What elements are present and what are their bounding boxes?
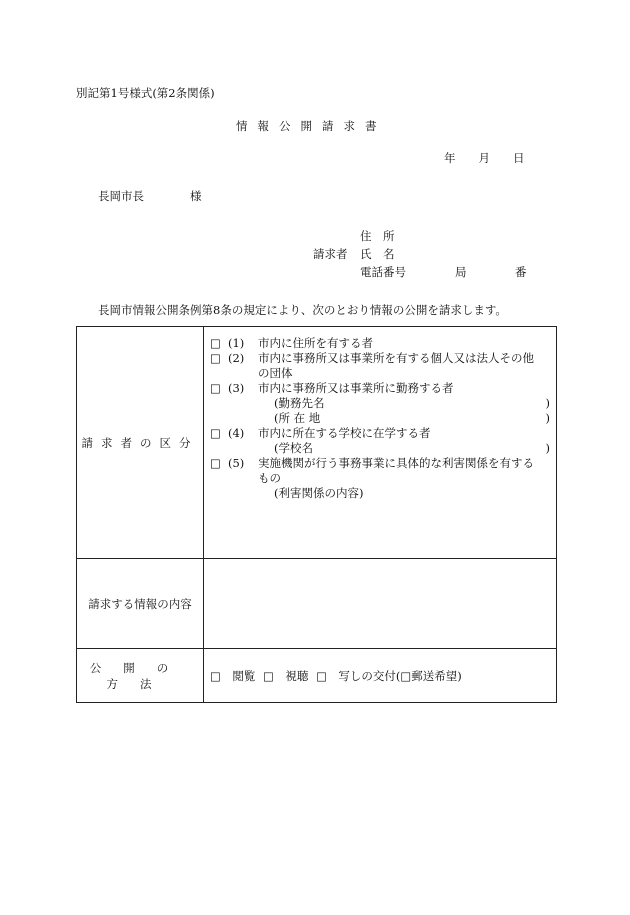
date-line: 年 月 日: [444, 151, 525, 165]
office-location-field[interactable]: (所 在 地 ): [274, 411, 550, 425]
category-option-2[interactable]: □ (2) 市内に事務所又は事業所を有する個人又は法人その他: [210, 351, 534, 365]
checkbox-icon[interactable]: □: [210, 426, 221, 440]
phone-number-label: 番: [515, 265, 527, 279]
requester-label: 請求者: [313, 247, 348, 261]
requester-category-label: 請求者の区分: [77, 327, 204, 559]
intro-text: 長岡市情報公開条例第8条の規定により、次のとおり情報の公開を請求します。: [98, 303, 507, 317]
category-option-1[interactable]: □ (1) 市内に住所を有する者: [210, 336, 373, 350]
method-viewing-option[interactable]: □ 閲覧: [210, 668, 256, 683]
category-option-2-cont: の団体: [258, 366, 293, 380]
phone-label: 電話番号: [360, 265, 406, 279]
phone-local-label: 局: [455, 265, 467, 279]
disclosure-method-options: [204, 649, 557, 703]
requested-info-field[interactable]: [204, 559, 557, 649]
page-title: 情報公開請求書: [236, 119, 387, 133]
category-option-4[interactable]: □ (4) 市内に所在する学校に在学する者: [210, 426, 431, 440]
requested-info-label: 請求する情報の内容: [77, 559, 204, 649]
method-audiovisual-option[interactable]: □ 視聴: [263, 668, 309, 683]
checkbox-icon[interactable]: □: [210, 351, 221, 365]
checkbox-icon[interactable]: □: [210, 336, 221, 350]
method-copy-option[interactable]: □ 写しの交付(□郵送希望): [316, 668, 462, 683]
school-name-field[interactable]: (学校名 ): [274, 441, 550, 455]
checkbox-icon[interactable]: □: [210, 381, 221, 395]
name-label: 氏 名: [360, 247, 395, 261]
category-option-5-cont: もの: [258, 471, 281, 485]
addressee: 長岡市長 様: [98, 189, 202, 203]
requester-category-options: [204, 327, 557, 559]
office-name-field[interactable]: (勤務先名 ): [274, 396, 550, 410]
category-option-5[interactable]: □ (5) 実施機関が行う事務事業に具体的な利害関係を有する: [210, 456, 534, 470]
interest-detail-field[interactable]: (利害関係の内容): [274, 486, 364, 500]
address-label: 住 所: [360, 229, 395, 243]
category-option-3[interactable]: □ (3) 市内に事務所又は事業所に勤務する者: [210, 381, 454, 395]
form-number: 別記第1号様式(第2条関係): [76, 86, 215, 100]
disclosure-method-label: 公開の方法: [77, 649, 204, 703]
checkbox-icon[interactable]: □: [210, 456, 221, 470]
request-form-table: [76, 326, 557, 703]
